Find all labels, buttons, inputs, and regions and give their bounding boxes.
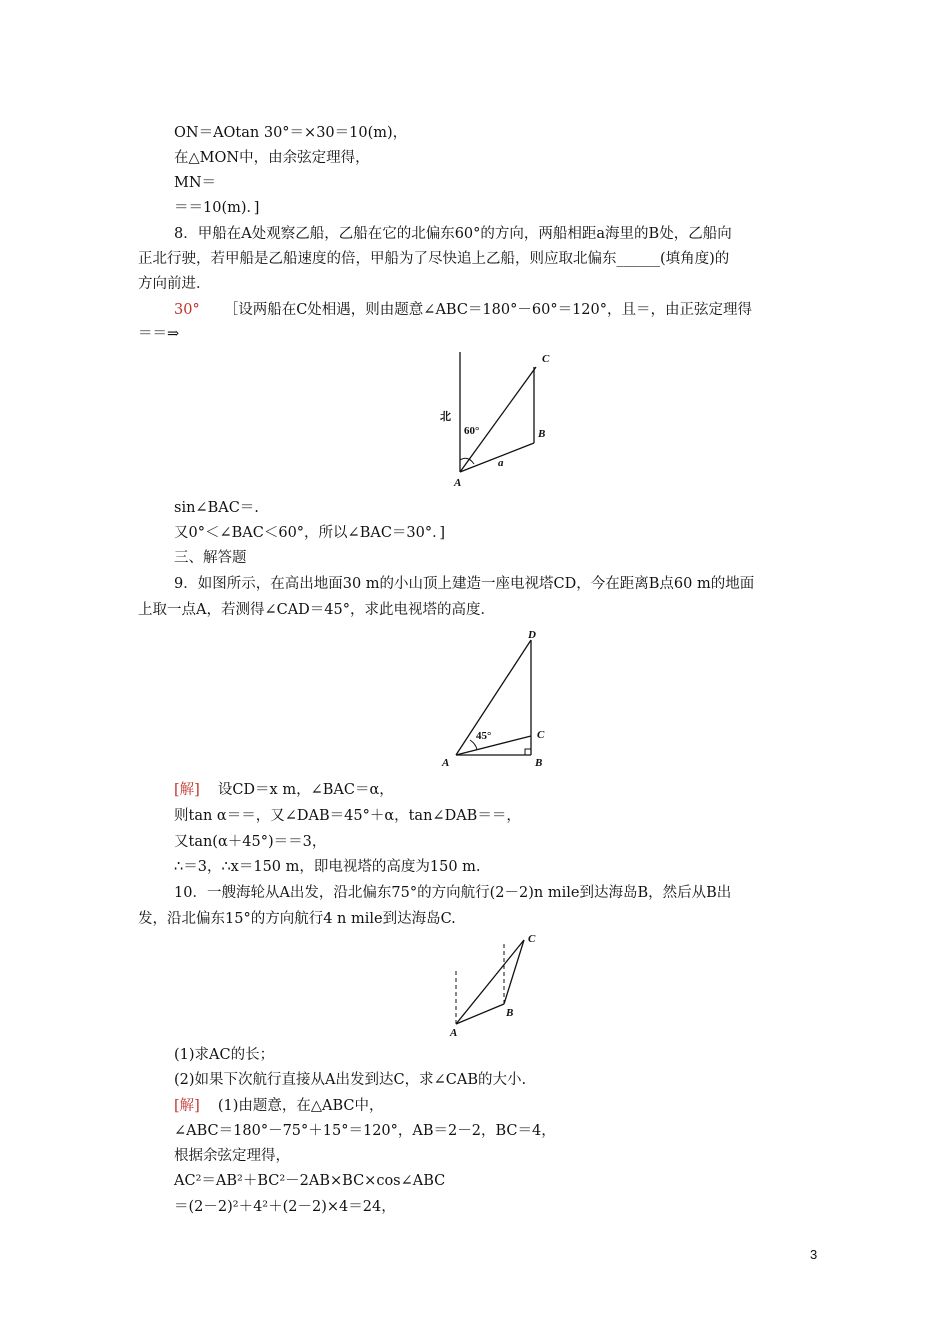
section-title: 三、解答题 xyxy=(174,550,247,566)
solution-line xyxy=(174,1096,384,1116)
figure-ship-bearing xyxy=(430,340,570,494)
question-10-line: 发，沿北偏东15°的方向航行4 n mile到达海岛C. xyxy=(138,911,456,927)
figure-tv-tower xyxy=(436,624,566,778)
figure-ship-route xyxy=(440,928,550,1042)
point-c-label: C xyxy=(542,353,550,365)
text-line: 又tan(α＋45°)＝＝3， xyxy=(174,834,327,850)
text-line: (2)如果下次航行直接从A出发到达C，求∠CAB的大小. xyxy=(174,1072,527,1088)
answer-value: 30° xyxy=(174,302,200,318)
solution-text: (1)由题意，在△ABC中， xyxy=(217,1098,384,1114)
point-c-label: C xyxy=(537,729,545,741)
point-a-label: A xyxy=(450,1027,458,1038)
answer-line xyxy=(174,300,752,320)
text-line: 根据余弦定理得， xyxy=(174,1148,290,1164)
text-line: AC²＝AB²＋BC²－2AB×BC×cos∠ABC xyxy=(174,1173,446,1189)
point-b-label: B xyxy=(538,428,546,440)
point-b-label: B xyxy=(506,1007,514,1019)
question-9-line: 上取一点A，若测得∠CAD＝45°，求此电视塔的高度． xyxy=(138,602,496,618)
text-line: ＝＝10(m)．] xyxy=(174,200,260,216)
point-b-label: B xyxy=(535,757,543,769)
side-a-label: a xyxy=(498,457,504,469)
question-8-line: 8．甲船在A处观察乙船，乙船在它的北偏东60°的方向，两船相距a海里的B处，乙船向 xyxy=(174,226,732,242)
text-line: 则tan α＝＝，又∠DAB＝45°＋α，tan∠DAB＝＝， xyxy=(174,808,521,824)
question-10-line: 10．一艘海轮从A出发，沿北偏东75°的方向航行(2－2)n mile到达海岛B，然后从B出 xyxy=(174,885,732,901)
text-line: ＝(2－2)²＋4²＋(2－2)×4＝24， xyxy=(174,1199,396,1215)
point-d-label: D xyxy=(528,629,536,641)
text-line: ＝＝⇒ xyxy=(138,326,180,342)
solution-label: [解] xyxy=(174,782,200,798)
question-9-line: 9．如图所示，在高出地面30 m的小山顶上建造一座电视塔CD，今在距离B点60 m的地面 xyxy=(174,576,755,592)
text-line: ON＝AOtan 30°＝×30＝10(m)， xyxy=(174,125,408,141)
angle-label: 45° xyxy=(476,730,492,742)
page-number: 3 xyxy=(810,1247,818,1262)
angle-label: 60° xyxy=(464,425,480,437)
point-a-label: A xyxy=(442,757,450,769)
text-line: ∠ABC＝180°－75°＋15°＝120°，AB＝2－2，BC＝4， xyxy=(174,1123,556,1139)
question-8-line: 方向前进． xyxy=(138,276,211,292)
text-line: MN＝ xyxy=(174,175,217,191)
solution-line xyxy=(174,780,394,800)
solution-label: [解] xyxy=(174,1098,200,1114)
text-line: sin∠BAC＝. xyxy=(174,500,259,516)
north-label: 北 xyxy=(440,411,451,423)
point-c-label: C xyxy=(528,933,536,945)
text-line: 又0°＜∠BAC＜60°，所以∠BAC＝30°．] xyxy=(174,525,446,541)
question-8-line: 正北行驶，若甲船是乙船速度的倍，甲船为了尽快追上乙船，则应取北偏东______(填角度)的 xyxy=(138,251,730,267)
text-line: (1)求AC的长； xyxy=(174,1047,275,1063)
text-line: ∴＝3，∴x＝150 m，即电视塔的高度为150 m. xyxy=(174,859,481,875)
text-line: 在△MON中，由余弦定理得， xyxy=(174,150,370,166)
solution-text: 设CD＝x m，∠BAC＝α， xyxy=(217,782,394,798)
point-a-label: A xyxy=(454,477,462,489)
answer-text: ［设两船在C处相遇，则由题意∠ABC＝180°－60°＝120°，且＝，由正弦定理得 xyxy=(223,302,752,318)
